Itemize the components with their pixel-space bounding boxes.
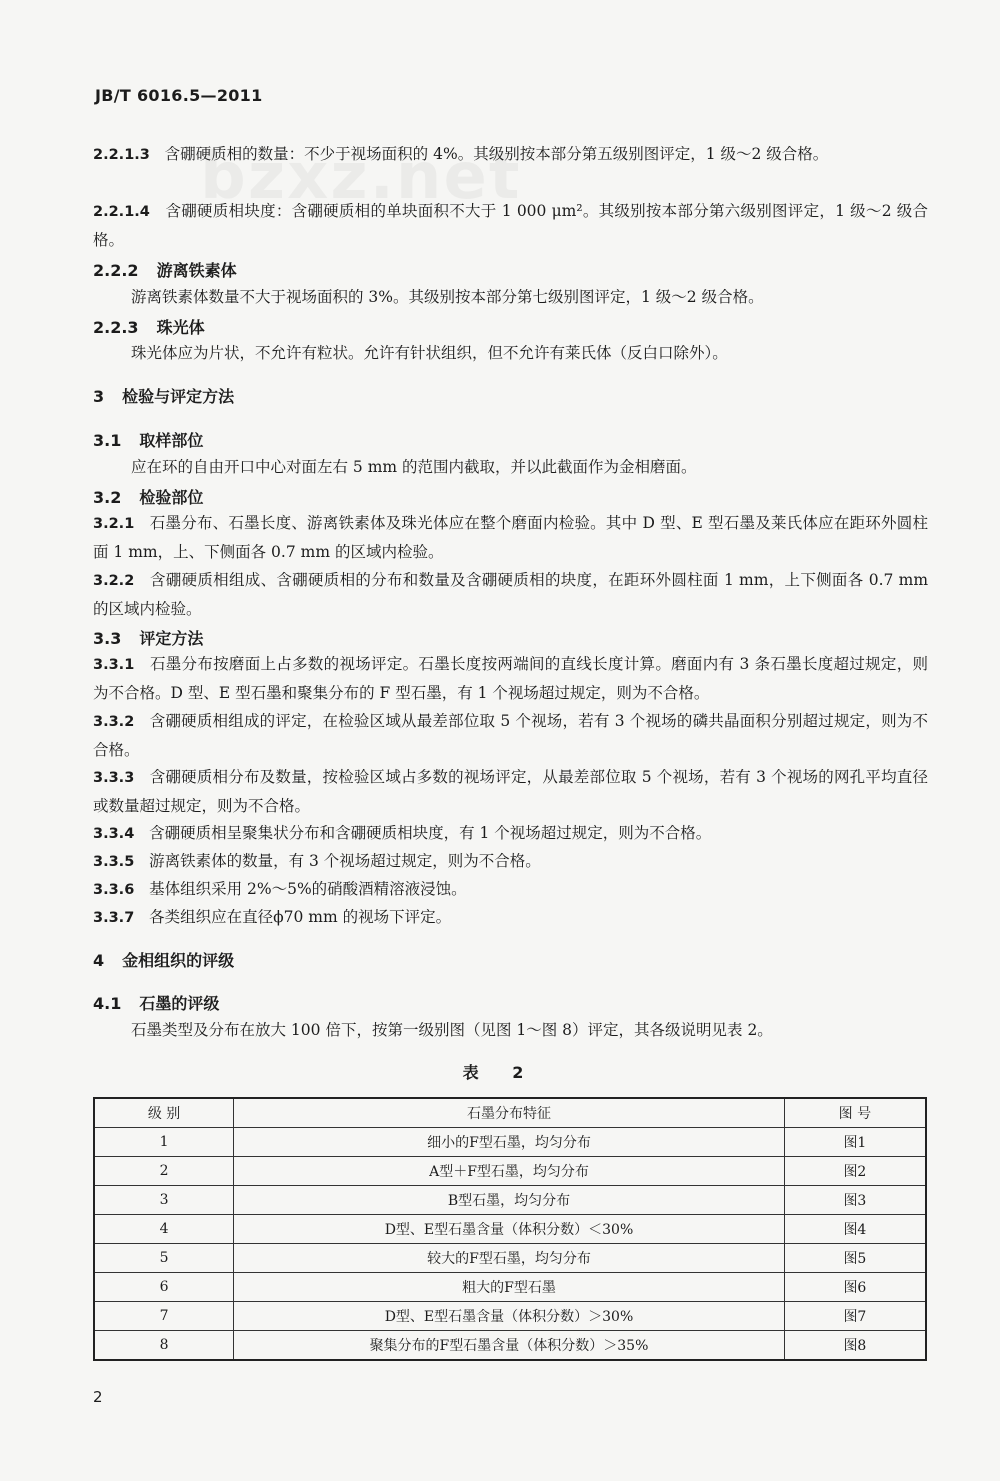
heading-number: 3 (93, 387, 105, 406)
header-grade: 级 别 (94, 1098, 234, 1128)
clause-3-3-7 (93, 903, 928, 932)
table-header-row (94, 1098, 926, 1128)
cell-grade: 8 (94, 1331, 234, 1361)
cell-figure: 图1 (784, 1128, 926, 1157)
cell-feature: 粗大的F型石墨 (234, 1273, 785, 1302)
table-row (94, 1215, 926, 1244)
table-row (94, 1302, 926, 1331)
clause-3-1-text: 应在环的自由开口中心对面左右 5 mm 的范围内截取，并以此截面作为金相磨面。 (131, 458, 697, 476)
heading-title: 珠光体 (156, 318, 205, 337)
page-number: 2 (93, 1388, 103, 1406)
heading-number: 3.1 (93, 431, 122, 450)
cell-feature: B型石墨，均匀分布 (234, 1186, 785, 1215)
clause-text: 含硼硬质相组成的评定，在检验区域从最差部位取 5 个视场，若有 3 个视场的磷共晶面积分别超过规定，则为不合格。 (93, 712, 929, 759)
cell-figure: 图3 (784, 1186, 926, 1215)
table-row (94, 1186, 926, 1215)
clause-3-3-4 (93, 819, 928, 848)
header-figure: 图 号 (784, 1098, 926, 1128)
cell-grade: 2 (94, 1157, 234, 1186)
clause-3-3-5 (93, 847, 928, 876)
clause-text: 含硼硬质相的数量：不少于视场面积的 4%。其级别按本部分第五级别图评定，1 级～2 级合格。 (164, 145, 829, 163)
document-id: JB/T 6016.5—2011 (95, 86, 263, 105)
heading-number: 4.1 (93, 994, 122, 1013)
cell-figure: 图5 (784, 1244, 926, 1273)
clause-number: 3.3.7 (93, 910, 135, 926)
table-row (94, 1128, 926, 1157)
clause-text: 石墨分布、石墨长度、游离铁素体及珠光体应在整个磨面内检验。其中 D 型、E 型石墨及莱氏体应在距环外圆柱面 1 mm，上、下侧面各 0.7 mm 的区域内检验。 (93, 514, 928, 561)
clause-2-2-2-text: 游离铁素体数量不大于视场面积的 3%。其级别按本部分第七级别图评定，1 级～2 级合格。 (131, 288, 764, 306)
heading-number: 3.2 (93, 488, 122, 507)
clause-2-2-1-4 (93, 197, 928, 254)
clause-3-3-1 (93, 650, 928, 707)
heading-title: 检验部位 (139, 488, 204, 507)
heading-number: 2.2.3 (93, 318, 139, 337)
header-feature: 石墨分布特征 (234, 1098, 785, 1128)
clause-text: 含硼硬质相分布及数量，按检验区域占多数的视场评定，从最差部位取 5 个视场，若有 3 个视场的网孔平均直径或数量超过规定，则为不合格。 (93, 768, 929, 815)
clause-text: 含硼硬质相块度：含硼硬质相的单块面积不大于 1 000 μm²。其级别按本部分第六级别图评定，1 级～2 级合格。 (93, 202, 929, 249)
table-row (94, 1157, 926, 1186)
heading-title: 取样部位 (139, 431, 204, 450)
cell-figure: 图6 (784, 1273, 926, 1302)
heading-title: 评定方法 (139, 629, 204, 648)
clause-number: 3.3.5 (93, 854, 135, 870)
clause-text: 游离铁素体的数量，有 3 个视场超过规定，则为不合格。 (149, 852, 541, 870)
cell-figure: 图4 (784, 1215, 926, 1244)
heading-3-2 (93, 485, 203, 508)
table-row (94, 1244, 926, 1273)
cell-grade: 6 (94, 1273, 234, 1302)
heading-title: 金相组织的评级 (122, 951, 235, 970)
clause-text: 含硼硬质相组成、含硼硬质相的分布和数量及含硼硬质相的块度，在距环外圆柱面 1 mm，上下侧面各 0.7 mm 的区域内检验。 (93, 571, 929, 618)
heading-3 (93, 384, 234, 407)
clause-text: 各类组织应在直径ϕ70 mm 的视场下评定。 (149, 908, 452, 926)
heading-2-2-3 (93, 315, 205, 338)
clause-2-2-1-3 (93, 140, 928, 169)
clause-number: 3.2.1 (93, 516, 135, 532)
clause-text: 石墨分布按磨面上占多数的视场评定。石墨长度按两端间的直线长度计算。磨面内有 3 条石墨长度超过规定，则为不合格。D 型、E 型石墨和聚集分布的 F 型石墨，有 1 个视场超过规定，则为不合格。 (93, 655, 928, 702)
heading-number: 4 (93, 951, 105, 970)
cell-feature: 细小的F型石墨，均匀分布 (234, 1128, 785, 1157)
clause-2-2-3-text: 珠光体应为片状，不允许有粒状。允许有针状组织，但不允许有莱氏体（反白口除外）。 (131, 344, 728, 362)
clause-3-3-3 (93, 763, 928, 820)
heading-title: 石墨的评级 (139, 994, 220, 1013)
cell-figure: 图7 (784, 1302, 926, 1331)
clause-text: 含硼硬质相呈聚集状分布和含硼硬质相块度，有 1 个视场超过规定，则为不合格。 (149, 824, 712, 842)
cell-grade: 3 (94, 1186, 234, 1215)
clause-3-3-2 (93, 707, 928, 764)
heading-title: 检验与评定方法 (122, 387, 235, 406)
heading-3-1 (93, 428, 203, 451)
clause-4-1-text: 石墨类型及分布在放大 100 倍下，按第一级别图（见图 1～图 8）评定，其各级说明见表 2。 (131, 1021, 773, 1039)
heading-4-1 (93, 991, 219, 1014)
heading-number: 2.2.2 (93, 261, 139, 280)
clause-number: 2.2.1.4 (93, 204, 150, 220)
clause-3-2-1 (93, 509, 928, 566)
table-row (94, 1273, 926, 1302)
clause-number: 3.3.1 (93, 657, 135, 673)
clause-number: 2.2.1.3 (93, 147, 150, 163)
table-row (94, 1331, 926, 1361)
clause-number: 3.3.6 (93, 882, 135, 898)
heading-title: 游离铁素体 (156, 261, 237, 280)
clause-number: 3.3.3 (93, 770, 135, 786)
heading-number: 3.3 (93, 629, 122, 648)
clause-3-3-6 (93, 875, 928, 904)
cell-feature: 较大的F型石墨，均匀分布 (234, 1244, 785, 1273)
cell-feature: D型、E型石墨含量（体积分数）＞30% (234, 1302, 785, 1331)
clause-number: 3.3.2 (93, 714, 135, 730)
cell-feature: 聚集分布的F型石墨含量（体积分数）＞35% (234, 1331, 785, 1361)
cell-grade: 4 (94, 1215, 234, 1244)
heading-4 (93, 948, 234, 971)
clause-number: 3.3.4 (93, 826, 135, 842)
cell-grade: 7 (94, 1302, 234, 1331)
heading-3-3 (93, 626, 203, 649)
clause-3-2-2 (93, 566, 928, 623)
graphite-grade-table (93, 1097, 927, 1361)
heading-2-2-2 (93, 258, 237, 281)
cell-figure: 图2 (784, 1157, 926, 1186)
clause-number: 3.2.2 (93, 573, 135, 589)
cell-figure: 图8 (784, 1331, 926, 1361)
clause-text: 基体组织采用 2%～5%的硝酸酒精溶液浸蚀。 (149, 880, 467, 898)
table-title: 表 2 (462, 1063, 538, 1082)
cell-grade: 1 (94, 1128, 234, 1157)
cell-feature: D型、E型石墨含量（体积分数）＜30% (234, 1215, 785, 1244)
cell-grade: 5 (94, 1244, 234, 1273)
cell-feature: A型＋F型石墨，均匀分布 (234, 1157, 785, 1186)
